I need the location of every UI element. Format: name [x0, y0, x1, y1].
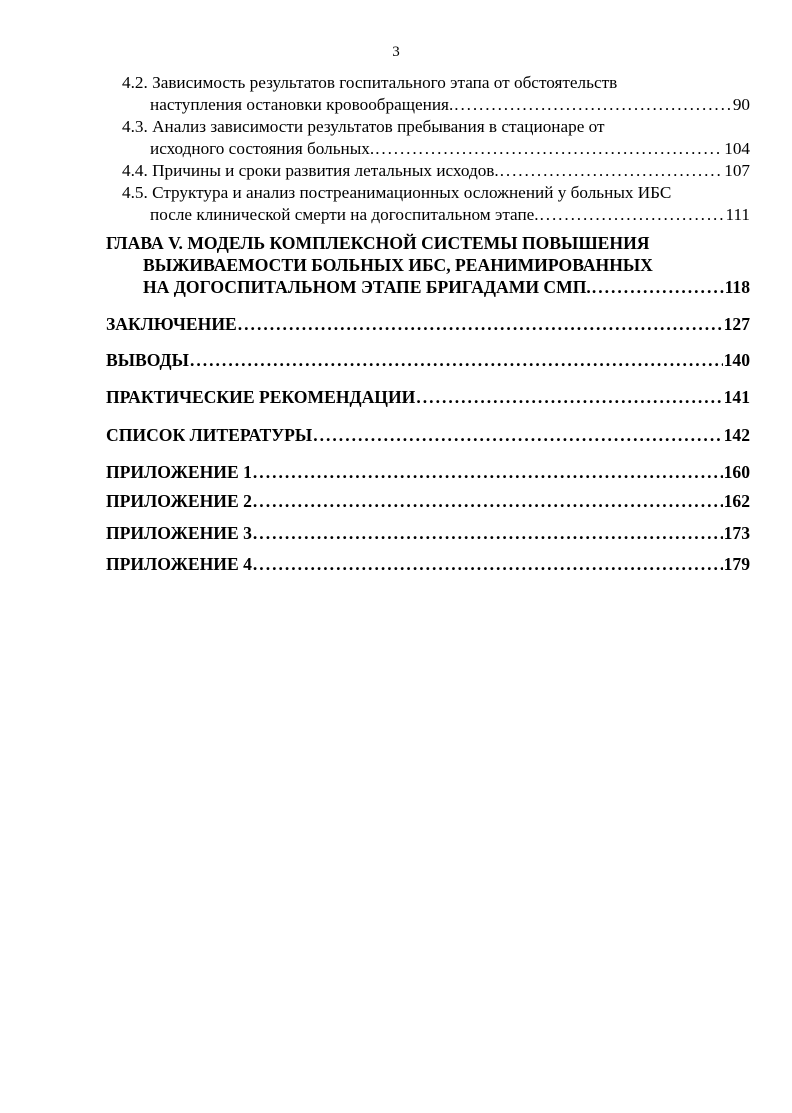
toc-chapter-text: ГЛАВА V. МОДЕЛЬ КОМПЛЕКСНОЙ СИСТЕМЫ ПОВЫШЕНИЯ: [106, 233, 650, 253]
toc-entry-4-2-line-1: [122, 72, 750, 94]
toc-section-text: ВЫВОДЫ: [106, 350, 189, 370]
toc-entry-text: 4.4. Причины и сроки развития летальных исходов.: [122, 161, 499, 180]
leader-dots: [375, 138, 723, 160]
toc-chapter-text: НА ДОГОСПИТАЛЬНОМ ЭТАПЕ БРИГАДАМИ СМП.: [143, 277, 591, 297]
toc-page-number: 104: [724, 139, 750, 158]
toc-page-number: 173: [723, 523, 750, 543]
toc-appendix-2[interactable]: [106, 490, 750, 512]
toc-page-number: 140: [723, 350, 750, 370]
toc-entry-4-5[interactable]: [150, 204, 750, 226]
toc-page-number: 118: [724, 277, 750, 297]
toc-page-number: 141: [723, 387, 750, 407]
toc-chapter-5-line-1: [106, 232, 750, 254]
toc-appendix-1[interactable]: [106, 461, 750, 483]
toc-section-text: СПИСОК ЛИТЕРАТУРЫ: [106, 425, 313, 445]
toc-entry-text: 4.5. Структура и анализ постреанимационных осложнений у больных ИБС: [122, 183, 672, 202]
leader-dots: [540, 204, 725, 226]
toc-entry-text: 4.2. Зависимость результатов госпитального этапа от обстоятельств: [122, 73, 618, 92]
leader-dots: [313, 424, 722, 446]
toc-entry-text: после клинической смерти на догоспитальном этапе.: [150, 205, 539, 224]
leader-dots: [416, 386, 722, 408]
toc-page-number: 107: [724, 161, 750, 180]
leader-dots: [253, 490, 723, 512]
toc-appendix-3[interactable]: [106, 522, 750, 544]
toc-section-text: ЗАКЛЮЧЕНИЕ: [106, 314, 237, 334]
toc-entry-4-4[interactable]: [122, 160, 750, 182]
toc-entry-text: исходного состояния больных.: [150, 139, 375, 158]
toc-section-text: ПРИЛОЖЕНИЕ 4: [106, 554, 252, 574]
toc-section-text: ПРИЛОЖЕНИЕ 1: [106, 462, 252, 482]
toc-page-number: 127: [723, 314, 750, 334]
leader-dots: [238, 313, 723, 335]
toc-entry-text: наступления остановки кровообращения.: [150, 95, 454, 114]
toc-entry-4-2[interactable]: [150, 94, 750, 116]
leader-dots: [253, 553, 723, 575]
leader-dots: [500, 160, 724, 182]
leader-dots: [190, 349, 723, 371]
leader-dots: [592, 276, 724, 298]
toc-entry-4-3[interactable]: [150, 138, 750, 160]
toc-appendix-4[interactable]: [106, 553, 750, 575]
toc-conclusion[interactable]: [106, 313, 750, 335]
toc-page-number: 162: [723, 491, 750, 511]
toc-page-number: 160: [723, 462, 750, 482]
leader-dots: [253, 461, 723, 483]
toc-page-number: 90: [732, 95, 750, 114]
toc-recommendations[interactable]: [106, 386, 750, 408]
toc-section-text: ПРАКТИЧЕСКИЕ РЕКОМЕНДАЦИИ: [106, 387, 416, 407]
toc-entry-text: 4.3. Анализ зависимости результатов пребывания в стационаре от: [122, 117, 605, 136]
toc-references[interactable]: [106, 424, 750, 446]
toc-page-number: 111: [725, 205, 750, 224]
toc-chapter-5-line-2: [143, 254, 750, 276]
toc-chapter-text: ВЫЖИВАЕМОСТИ БОЛЬНЫХ ИБС, РЕАНИМИРОВАННЫХ: [143, 255, 653, 275]
leader-dots: [454, 94, 732, 116]
page-number: 3: [392, 44, 400, 60]
toc-findings[interactable]: [106, 349, 750, 371]
toc-page-number: 179: [723, 554, 750, 574]
toc-entry-4-5-line-1: [122, 182, 750, 204]
toc-entry-4-3-line-1: [122, 116, 750, 138]
toc-chapter-5[interactable]: [143, 276, 750, 298]
toc-page-number: 142: [723, 425, 750, 445]
toc-section-text: ПРИЛОЖЕНИЕ 3: [106, 523, 252, 543]
leader-dots: [253, 522, 723, 544]
toc-section-text: ПРИЛОЖЕНИЕ 2: [106, 491, 252, 511]
